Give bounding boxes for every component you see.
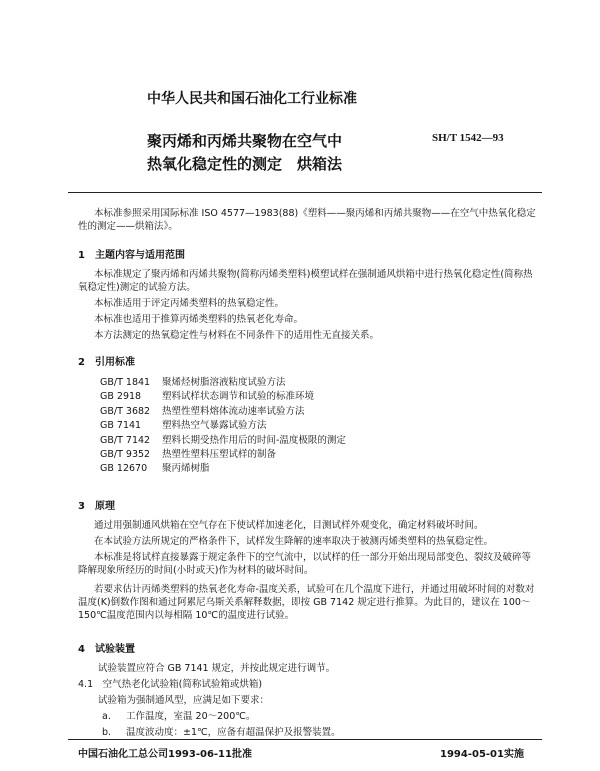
- reference-code: GB 12670: [100, 463, 148, 475]
- section-1-heading: 1 主题内容与适用范围: [78, 250, 185, 261]
- reference-title: 热塑性塑料熔体流动速率试验方法: [162, 405, 305, 417]
- reference-title: 聚烯烃树脂溶液粘度试验方法: [162, 377, 286, 388]
- section-1-paragraph: 本方法测定的热氧稳定性与材料在不同条件下的适用性无直接关系。: [94, 330, 380, 341]
- section-3-paragraph: 在本试验方法所规定的严格条件下，试样发生降解的速率取决于被测丙烯类塑料的热氧稳定性。: [94, 536, 494, 547]
- section-3-paragraph: 本标准是将试样直接暴露于规定条件下的空气流中，以试样的任一部分开始出现局部变色、裂纹及破碎等降解现象所经历的时间(小时或天)作为材料的破坏时间。: [78, 552, 532, 576]
- reference-code: GB 2918: [100, 391, 142, 403]
- reference-code: GB/T 1841: [100, 377, 151, 388]
- reference-title: 塑料试样状态调节和试验的标准环境: [162, 391, 315, 403]
- header-divider: [68, 192, 542, 193]
- section-4-heading: 4 试验装置: [78, 644, 135, 655]
- reference-item: [100, 434, 346, 448]
- reference-item: [100, 390, 346, 404]
- section-1-paragraph: 本标准适用于评定丙烯类塑料的热氧稳定性。: [94, 298, 285, 309]
- reference-code: GB 7141: [100, 420, 142, 432]
- footer-divider: [68, 739, 542, 740]
- requirement-text: 工作温度，室温 20～200℃。: [126, 711, 256, 722]
- reference-title: 热塑性塑料压塑试样的制备: [162, 449, 277, 461]
- approval-line: 中国石油化工总公司1993-06-11批准: [78, 749, 252, 760]
- reference-item: [100, 376, 346, 390]
- section-2-heading: 2 引用标准: [78, 357, 135, 368]
- reference-item: [100, 405, 346, 419]
- requirement-item: [102, 710, 255, 723]
- standard-number: SH/T 1542—93: [432, 132, 504, 144]
- reference-item: [100, 462, 346, 476]
- section-4-intro: 试验装置应符合 GB 7141 规定，并按此规定进行调节。: [98, 663, 336, 674]
- reference-item: [100, 448, 346, 462]
- document-title-line-1: 聚丙烯和丙烯共聚物在空气中: [147, 132, 343, 150]
- section-3-heading: 3 原理: [78, 501, 115, 512]
- reference-code: GB/T 9352: [100, 449, 151, 461]
- document-title-line-2: 热氧化稳定性的测定 烘箱法: [147, 155, 343, 173]
- requirement-item: [102, 726, 341, 739]
- reference-title: 塑料热空气暴露试验方法: [162, 420, 267, 432]
- reference-item: [100, 419, 346, 433]
- requirement-label: a.: [102, 711, 111, 722]
- issuing-standard-category: 中华人民共和国石油化工行业标准: [147, 91, 357, 107]
- section-1-paragraph: 本标准也适用于推算丙烯类塑料的热氧老化寿命。: [94, 314, 304, 325]
- reference-code: GB/T 7142: [100, 434, 151, 446]
- reference-list: [100, 376, 346, 477]
- requirement-label: b.: [102, 727, 112, 738]
- reference-code: GB/T 3682: [100, 405, 151, 417]
- subsection-4-1-heading: 4.1 空气热老化试验箱(简称试验箱或烘箱): [78, 679, 263, 690]
- subsection-4-1-text: 试验箱为强制通风型，应满足如下要求：: [98, 695, 270, 706]
- requirement-text: 温度波动度：±1℃，应备有超温保护及报警装置。: [126, 727, 341, 738]
- intro-paragraph: 本标准参照采用国际标准 ISO 4577—1983(88)《塑料——聚丙烯和丙烯共聚物——在空气中热氧化稳定性的测定——烘箱法》。: [78, 208, 536, 232]
- effective-date-line: 1994-05-01实施: [440, 749, 524, 760]
- section-3-paragraph: 若要求估计丙烯类塑料的热氧老化寿命-温度关系，试验可在几个温度下进行，并通过用破坏时间的对数对温度(K)倒数作图和通过阿累尼乌斯关系解释数据，即按 GB 7142 规定进行推算。为此目的，建议在 100～150℃温度范围内以每相隔 10℃的温度进行试验。: [78, 584, 535, 621]
- section-1-paragraph: 本标准规定了聚丙烯和丙烯共聚物(简称丙烯类塑料)模塑试样在强制通风烘箱中进行热氧化稳定性(简称热氧稳定性)测定的试验方法。: [78, 269, 533, 293]
- reference-title: 塑料长期受热作用后的时间-温度极限的测定: [162, 434, 346, 446]
- section-3-paragraph: 通过用强制通风烘箱在空气存在下使试样加速老化，目测试样外观变化，确定材料破坏时间。: [94, 520, 484, 531]
- reference-title: 聚丙烯树脂: [162, 463, 210, 475]
